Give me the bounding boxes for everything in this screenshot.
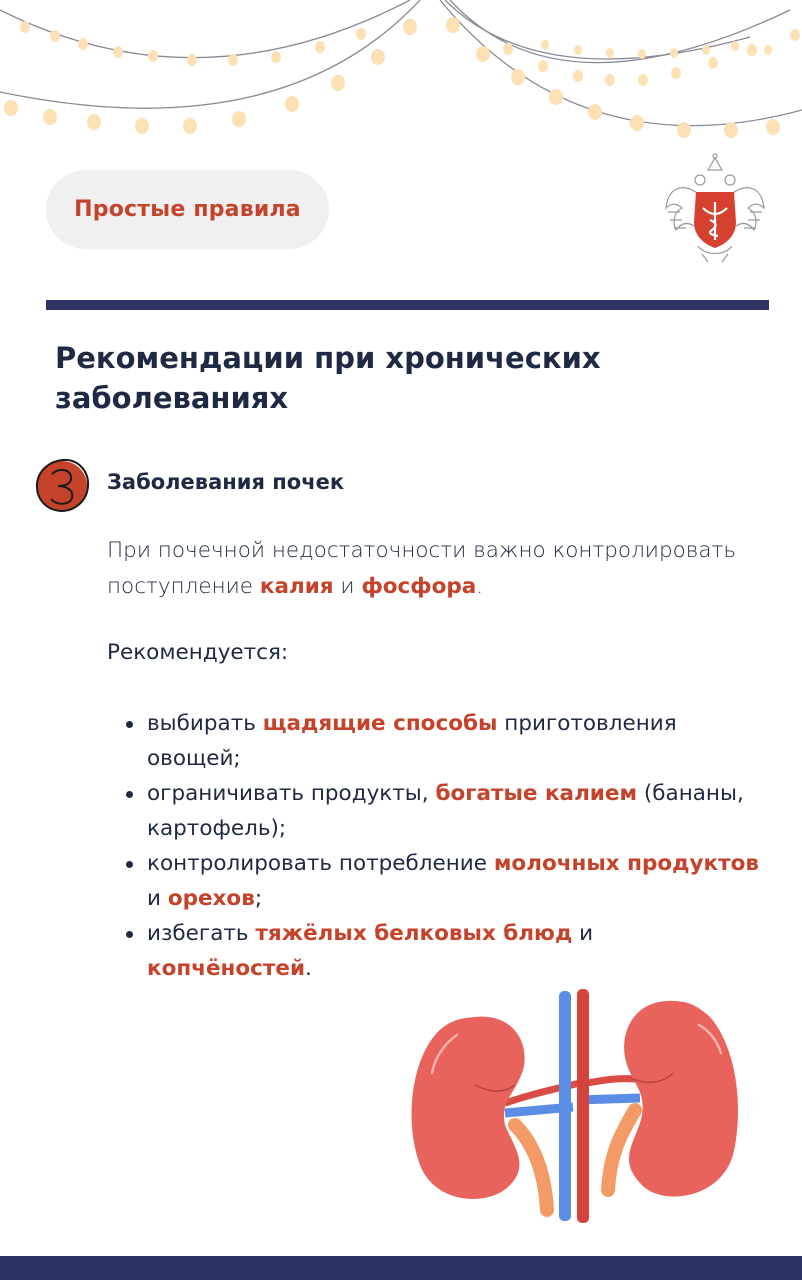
intro-text-mid: и [333, 574, 362, 599]
list-item [120, 916, 760, 986]
page-title: Рекомендации при хронических заболеваниях [55, 341, 601, 415]
intro-text: При почечной недостаточности важно контролировать поступление [107, 538, 737, 599]
item-text: ; [254, 886, 263, 911]
item-highlight: тяжёлых белковых блюд [255, 921, 573, 946]
recommends-label: Рекомендуется: [107, 640, 289, 665]
item-text: выбирать [147, 711, 263, 736]
number-badge-icon [33, 455, 93, 515]
list-item [120, 706, 760, 776]
kidneys-icon [405, 985, 745, 1230]
bottom-bar [0, 1256, 802, 1280]
bullet-icon [126, 931, 133, 938]
item-text: и [572, 921, 594, 946]
item-text: приготовления овощей; [147, 711, 677, 771]
intro-paragraph [107, 533, 767, 605]
recommendations-list [120, 706, 760, 986]
item-highlight: копчёностей [147, 956, 306, 981]
item-text: . [305, 956, 312, 981]
item-highlight: богатые калием [435, 781, 638, 806]
item-highlight: щадящие способы [262, 711, 498, 736]
item-highlight: орехов [167, 886, 255, 911]
bullet-icon [126, 861, 133, 868]
section-title: Заболевания почек [107, 470, 345, 494]
category-label: Простые правила [74, 197, 301, 222]
item-text: контролировать потребление [147, 851, 494, 876]
item-highlight: молочных продуктов [493, 851, 759, 876]
item-text: избегать [147, 921, 256, 946]
list-item [120, 846, 760, 916]
highlight-phosphorus: фосфора [361, 574, 477, 599]
category-badge [46, 170, 329, 249]
item-text: и [147, 886, 168, 911]
highlight-potassium: калия [259, 574, 334, 599]
bullet-icon [126, 791, 133, 798]
ministry-of-health-emblem-icon [660, 150, 770, 270]
intro-text-end: . [476, 574, 484, 599]
garland-decoration [0, 0, 802, 150]
top-divider [46, 300, 769, 310]
item-text: (бананы, картофель); [147, 781, 744, 841]
item-text: ограничивать продукты, [147, 781, 436, 806]
list-item [120, 776, 760, 846]
bullet-icon [126, 721, 133, 728]
